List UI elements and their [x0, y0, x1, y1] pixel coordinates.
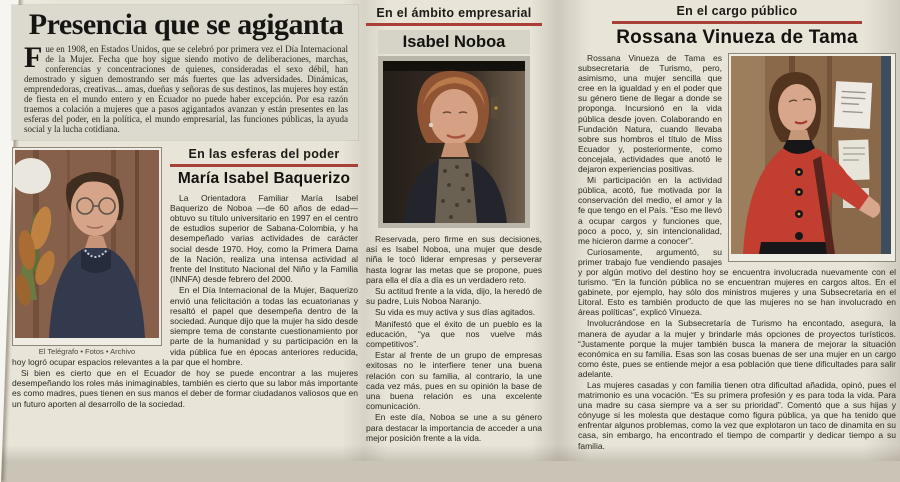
noboa-photo-figure: [378, 56, 530, 228]
article-paragraph: En el Día Internacional de la Mujer, Baquerizo envió una felicitación a todas las ecuatorianas y resaltó el papel que desempeña dentro de la sociedad. Aunque dijo que la mujer ha sido desde siempre tema de constante cuestionamiento por parte de la humanidad y su participación en la vida pública fue en épocas anteriores reducida, hoy logró ocupar espacios relevantes a la par que el hombre.: [12, 285, 358, 367]
article-paragraph: Rossana Vinueza de Tama es subsecretaria de Turismo, pero, asimismo, una mujer sencilla que cree en la igualdad y en el poder que su género tiene de llegar a donde se proponga. Incursionó en la vida pública desde joven. Colaborando en Fundación Natura, cuando llevaba sobre sus hombros el título de Miss Ecuador y, posteriormente, como concejala, actividades que anotó le dejaron experiencias positivas.: [578, 53, 722, 175]
black-trim: [759, 242, 831, 254]
article-paragraph: Su vida es muy activa y sus días agitados.: [375, 307, 536, 318]
earring: [429, 123, 433, 127]
baquerizo-portrait-photo: [15, 150, 159, 338]
face: [778, 84, 816, 132]
article-paragraph: Estar al frente de un grupo de empresas exitosas no le interfiere tener una buena relación con su familia, al contrario, la une cada vez más, pues en su opinión la base de una buena relación es una excelente comunicación.: [366, 350, 542, 412]
article-paragraph: Las mujeres casadas y con familia tienen otra dificultad añadida, opinó, pues el matrimonio es una vocación. “Es su primera profesión y es para toda la vida. Para una madre su casa siempre va a ser su prioridad”. Comentó que a sus hijas y cónyuge si les molesta que destaque como figura pública, ya que ha tenido que enfrentar algunos problemas, como la vez que explotaron un taco de dinamita en su casa, sin embargo, ha encontrado el tiempo de compartir y dedicar tiempo a su familia.: [578, 380, 896, 451]
article-paragraph: Si bien es cierto que en el Ecuador de hoy se puede encontrar a las mujeres desempeñando los roles más inimaginables, también es cierto que su labor más importante es como madres, pues tienen en sus manos el deber de formar ciudadanos valiosos que en un futuro aporten al desarrollo de la sociedad.: [12, 367, 358, 409]
red-rule: [170, 164, 358, 167]
article-paragraph: Involucrándose en la Subsecretaría de Turismo ha encontado, asegura, la manera de ayudar a la mujer y brindarle más opciones de proyectos turísticos. “Justamente porque la mujer también busca la manera de mejorar la situación económica en su familia. Esas son las cosas buenas de ser una mujer en un cargo como éste, pues se entiende mejor a esa población que tiene dificultades para salir adelante.: [578, 318, 896, 379]
article-vinueza: [578, 53, 896, 451]
red-rule: [366, 23, 542, 26]
article-paragraph: En este día, Noboa se une a su género para destacar la importancia de acceder a una mejor posición frente a la vida.: [366, 412, 542, 443]
page-title: Presencia que se agiganta: [28, 8, 344, 41]
intro-panel: [12, 5, 358, 140]
section-kicker-empresarial: En el ámbito empresarial: [376, 6, 532, 20]
article-baquerizo: [12, 147, 358, 409]
article-paragraph: Su actitud frente a la vida, dijo, la heredó de su padre, Luis Noboa Naranjo.: [366, 286, 542, 307]
section-kicker-publico: En el cargo público: [676, 4, 798, 18]
vinueza-portrait-photo: [731, 56, 891, 254]
article-paragraph: Reservada, pero firme en sus decisiones, así es Isabel Noboa, una mujer que desde niña le tocó liderar empresas y perseverar hasta lograr las metas que se propone, pues para ella el día a día es un verdadero reto.: [366, 234, 542, 285]
section-kicker-poder: En las esferas del poder: [188, 147, 340, 161]
photo-frame: [12, 147, 162, 346]
intro-text: ue en 1908, en Estados Unidos, que se celebró por primera vez el Día Internacional de la Mujer. Fecha que hoy sigue siendo motivo de deliberaciones, marchas, conferencias y concentraciones de quienes, consideradas el sexo débil, han demostrado y siguen demostrando ser más fuertes que las adversidades. Dinámicas, emprendedoras, creativas... amas, dueñas y señoras de sus destinos, las mujeres hoy están de fiesta en el mundo entero y en Ecuador no puede haber excepción. Por esa razón traemos a colación a mujeres que a pasos agigantados avanzan y están presentes en las esferas del poder, en la política, el mundo empresarial, las funciones públicas, la ayuda social y la lucha cotidiana.: [24, 44, 348, 134]
article-paragraph: Mi participación en la actividad pública, acotó, fue motivada por la conservación del medio, el amor y la fe que tengo en el País. “Eso me llevó a ocupar cargos y funciones que, poco a poco, y, sin intencionalidad, me hicieron darme a conocer”.: [578, 175, 722, 246]
vinueza-photo-figure: [728, 53, 896, 262]
article-paragraph: La Orientadora Familiar María Isabel Baquerizo de Noboa —de 60 años de edad— obtuvo su título universitario en 1997 en el centro de estudios superior de Sabana-Colombia, y ha desempeñado varias actividades de carácter social desde 1970. Hoy, como la Primera Dama de la Nación, realiza una intensa actividad al frente del Instituto Nacional del Niño y la Familia (INNFA) desde febrero del 2000.: [170, 192, 358, 285]
article-paragraph: Curiosamente, argumentó, su primer trabajo fue vendiendo pasajes y por algún motivo del destino hoy se encuentra involucrada nuevamente con el turismo. “En la función pública no se encuentran mujeres en cargos altos. En el gabinete, por ejemplo, hay sólo dos ministros mujeres y una Subsecretaria en el Litoral. Esto es también producto de que las mujeres no se han involucrado en áreas políticas”, explicó Vinueza.: [578, 246, 896, 318]
photo-frame: [728, 53, 896, 262]
article-paragraph: Manifestó que el éxito de un pueblo es la educación, “ya que nos vuelve más competitivos”.: [366, 318, 542, 350]
photo-caption: El Telégrafo • Fotos • Archivo: [38, 347, 136, 356]
headline-noboa: Isabel Noboa: [378, 30, 530, 54]
headline-vinueza: Rossana Vinueza de Tama: [616, 27, 858, 48]
blue-edge: [881, 56, 891, 254]
headline-baquerizo: María Isabel Baquerizo: [177, 170, 351, 187]
baquerizo-header-block: [170, 147, 358, 285]
noboa-portrait-photo: [383, 61, 525, 223]
left-column: [12, 0, 358, 410]
red-rule: [612, 21, 862, 24]
middle-column: [366, 0, 542, 444]
neck: [441, 143, 469, 157]
baquerizo-photo-figure: [12, 147, 162, 356]
intro-paragraph: [24, 41, 348, 134]
drop-cap: F: [24, 41, 43, 74]
right-column: [578, 0, 896, 452]
